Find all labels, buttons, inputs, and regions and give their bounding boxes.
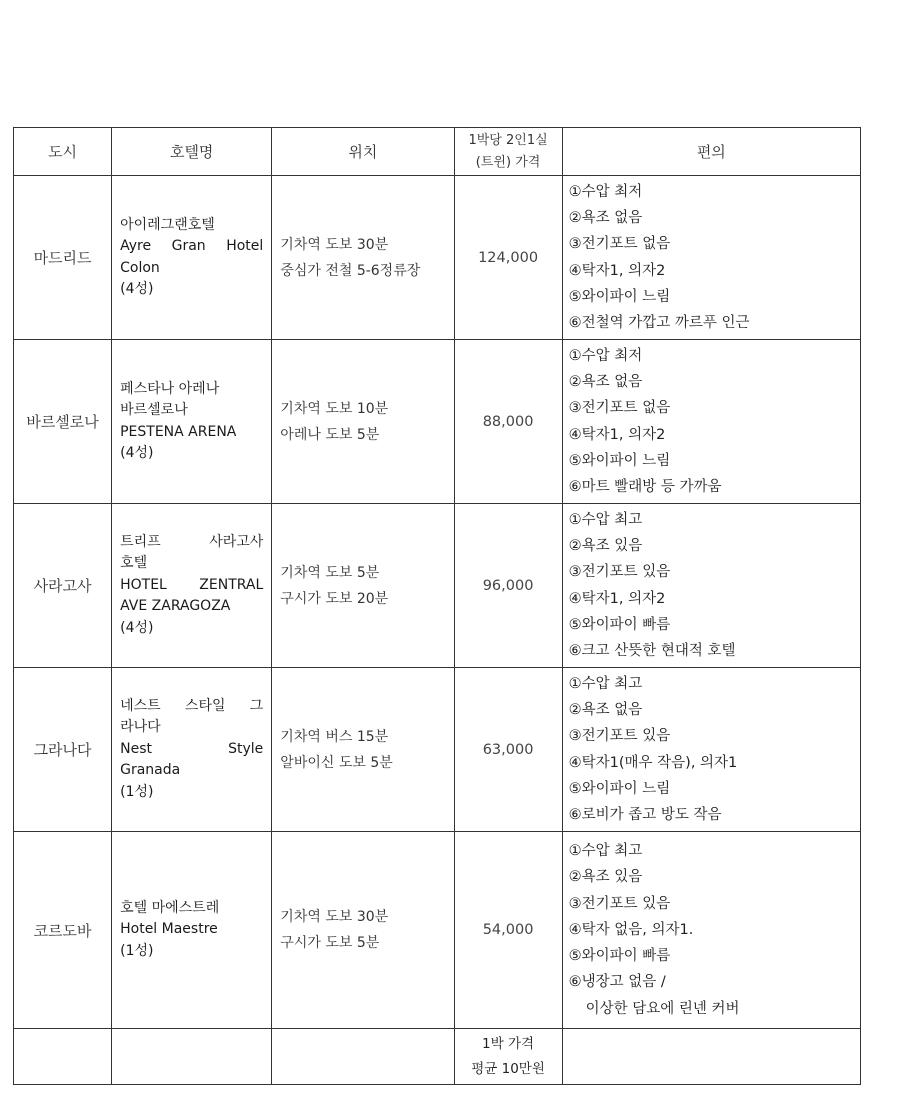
hotel-name-cell: [112, 832, 272, 1029]
amenity-item: ②욕조 없음: [568, 373, 643, 390]
amenity-item: ④탁자1, 의자2: [568, 590, 666, 607]
location-line: 중심가 전철 5-6정류장: [280, 262, 421, 279]
location-line: 기차역 버스 15분: [280, 728, 389, 745]
amenity-item: ②욕조 없음: [568, 209, 643, 226]
hotel-name-line: Colon: [120, 259, 160, 276]
header-amenities: 편의: [562, 128, 860, 176]
hotel-name-line: Ayre Gran Hotel: [120, 238, 264, 254]
amenity-item: ④탁자1(매우 작음), 의자1: [568, 754, 738, 771]
hotel-grade: (4성): [120, 445, 154, 461]
amenities-cell: [562, 668, 860, 832]
hotel-name-cell: [112, 340, 272, 504]
city-cell: 코르도바: [14, 832, 112, 1029]
location-cell: [272, 340, 454, 504]
amenity-item: ③전기포트 없음: [568, 236, 671, 253]
location-line: 구시가 도보 5분: [280, 935, 380, 951]
location-line: 기차역 도보 30분: [280, 909, 389, 925]
amenity-item: ①수압 최고: [568, 511, 643, 528]
table-row: [14, 176, 861, 340]
amenity-item: ①수압 최저: [568, 183, 643, 200]
amenity-item: ③전기포트 없음: [568, 400, 671, 417]
hotel-comparison-table: [13, 127, 861, 1085]
hotel-name-cell: [112, 668, 272, 832]
amenity-item: ⑤와이파이 느림: [568, 452, 671, 469]
amenity-item: ⑥로비가 좁고 방도 작음: [568, 807, 722, 824]
header-price-line1: 1박당 2인1실: [468, 132, 548, 148]
average-price-cell: [454, 1029, 562, 1085]
header-hotel-name: 호텔명: [112, 128, 272, 176]
location-cell: [272, 504, 454, 668]
amenities-cell: [562, 176, 860, 340]
price-cell: 96,000: [454, 504, 562, 668]
hotel-name-line: 트리프 사라고사: [120, 533, 264, 550]
amenity-item: ⑥전철역 가깝고 까르푸 인근: [568, 315, 750, 332]
amenities-cell: [562, 340, 860, 504]
header-row: [14, 128, 861, 176]
amenities-cell: [562, 832, 860, 1029]
empty-cell: [14, 1029, 112, 1085]
amenity-item: ②욕조 있음: [568, 537, 643, 554]
amenity-item: ⑤와이파이 빠름: [568, 616, 671, 633]
hotel-name-line: Nest Style: [120, 740, 264, 757]
hotel-grade: (1성): [120, 942, 154, 959]
header-price-line2: (트윈) 가격: [475, 154, 541, 170]
hotel-name-line: 바르셀로나: [120, 402, 188, 418]
price-cell: 88,000: [454, 340, 562, 504]
hotel-grade: (1성): [120, 783, 154, 800]
header-price: [454, 128, 562, 176]
hotel-grade: (4성): [120, 619, 154, 636]
amenity-item: ④탁자1, 의자2: [568, 426, 666, 443]
price-cell: 63,000: [454, 668, 562, 832]
location-line: 기차역 도보 5분: [280, 564, 380, 581]
hotel-name-line: 호텔 마에스트레: [120, 899, 220, 916]
average-price-line1: 1박 가격: [482, 1035, 535, 1052]
hotel-name-line: 호텔: [120, 555, 148, 572]
amenity-item: ③전기포트 있음: [568, 564, 671, 581]
empty-cell: [112, 1029, 272, 1085]
amenity-item: ①수압 최저: [568, 347, 643, 364]
city-cell: 사라고사: [14, 504, 112, 668]
empty-cell: [272, 1029, 454, 1085]
city-cell: 바르셀로나: [14, 340, 112, 504]
location-line: 알바이신 도보 5분: [280, 754, 393, 771]
hotel-name-line: HOTEL ZENTRAL: [120, 576, 264, 593]
table-row: [14, 340, 861, 504]
location-line: 기차역 도보 10분: [280, 400, 389, 417]
location-line: 구시가 도보 20분: [280, 590, 389, 607]
amenity-item: ①수압 최고: [568, 842, 643, 859]
hotel-grade: (4성): [120, 281, 154, 297]
table-row: [14, 668, 861, 832]
city-cell: 마드리드: [14, 176, 112, 340]
location-cell: [272, 832, 454, 1029]
hotel-name-line: Hotel Maestre: [120, 921, 218, 938]
average-price-line2: 평균 10만원: [471, 1060, 545, 1077]
amenity-item: ⑤와이파이 느림: [568, 780, 671, 797]
amenity-item: ④탁자 없음, 의자1.: [568, 921, 694, 938]
location-cell: [272, 668, 454, 832]
price-cell: 124,000: [454, 176, 562, 340]
amenity-item: ⑤와이파이 느림: [568, 288, 671, 305]
hotel-name-cell: [112, 504, 272, 668]
amenity-item: ⑥마트 빨래방 등 가까움: [568, 479, 722, 496]
amenity-item: ②욕조 없음: [568, 701, 643, 718]
hotel-name-line: 네스트 스타일 그: [120, 697, 264, 714]
amenity-item: ④탁자1, 의자2: [568, 262, 666, 279]
amenity-item: ③전기포트 있음: [568, 895, 671, 912]
amenity-item: ③전기포트 있음: [568, 728, 671, 745]
table-row: [14, 832, 861, 1029]
location-line: 아레나 도보 5분: [280, 426, 380, 443]
amenity-item-continued: 이상한 담요에 린넨 커버: [585, 1000, 740, 1017]
amenity-item: ⑥크고 산뜻한 현대적 호텔: [568, 643, 736, 660]
hotel-name-line: PESTENA ARENA: [120, 423, 237, 440]
summary-row: [14, 1029, 861, 1085]
location-cell: [272, 176, 454, 340]
header-location: 위치: [272, 128, 454, 176]
amenity-item: ⑥냉장고 없음 /: [568, 974, 666, 991]
amenity-item: ②욕조 있음: [568, 869, 643, 886]
empty-cell: [562, 1029, 860, 1085]
city-cell: 그라나다: [14, 668, 112, 832]
hotel-name-line: AVE ZARAGOZA: [120, 598, 231, 615]
hotel-name-line: 아이레그랜호텔: [120, 216, 215, 233]
hotel-name-line: 페스타나 아레나: [120, 380, 220, 397]
header-city: 도시: [14, 128, 112, 176]
amenity-item: ①수압 최고: [568, 675, 643, 692]
table-row: [14, 504, 861, 668]
amenities-cell: [562, 504, 860, 668]
hotel-name-line: 라나다: [120, 719, 161, 736]
location-line: 기차역 도보 30분: [280, 236, 389, 253]
hotel-name-cell: [112, 176, 272, 340]
price-cell: 54,000: [454, 832, 562, 1029]
amenity-item: ⑤와이파이 빠름: [568, 948, 671, 965]
hotel-name-line: Granada: [120, 762, 181, 779]
